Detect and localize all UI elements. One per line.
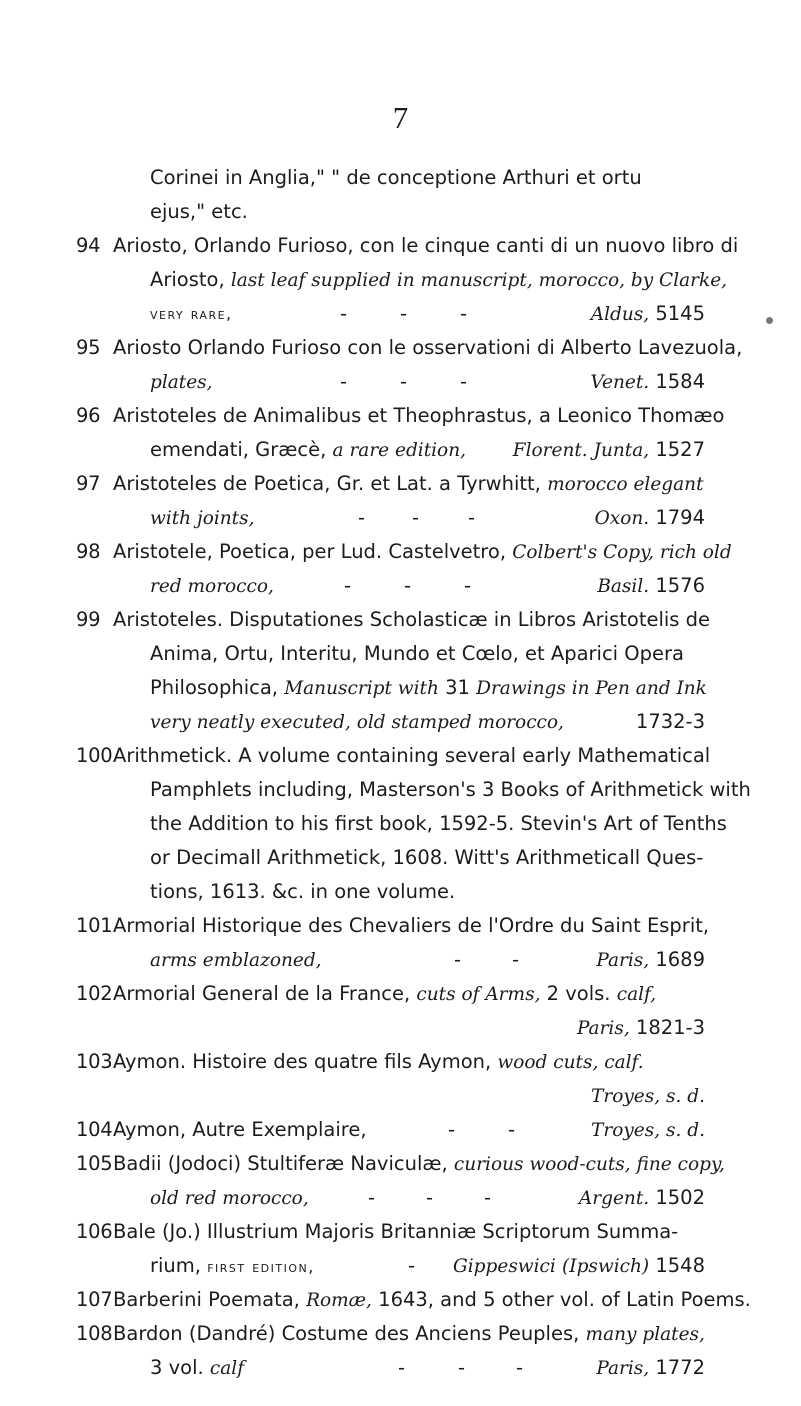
lot-number: 103 [76, 1050, 113, 1073]
lot-number: 94 [76, 234, 101, 257]
list-item: 95 Ariosto Orlando Furioso con le osservationi di Alberto Lavezuola, [0, 331, 801, 365]
list-item-line: tions, 1613. &c. in one volume. [150, 880, 456, 903]
list-item: 105 Badii (Jodoci) Stultiferæ Naviculæ, curious wood-cuts, fine copy, [0, 1147, 801, 1181]
list-item: 98 Aristotele, Poetica, per Lud. Castelvetro, Colbert's Copy, rich old [0, 535, 801, 569]
list-item: 102 Armorial General de la France, cuts of Arms, 2 vols. calf, [0, 977, 801, 1011]
lot-number: 104 [76, 1118, 113, 1141]
list-item-line: 3 vol. calf - - - Paris, 1772 [0, 1351, 801, 1385]
leader-dash: - [404, 574, 412, 597]
list-item: 107 Barberini Poemata, Romæ, 1643, and 5 other vol. of Latin Poems. [0, 1283, 801, 1317]
list-item-line: red morocco, - - - Basil. 1576 [0, 569, 801, 603]
list-item: 94 Ariosto, Orlando Furioso, con le cinque canti di un nuovo libro di [0, 229, 801, 263]
leader-dash: - [340, 302, 348, 325]
list-item-line: Paris, 1821-3 [576, 1016, 705, 1039]
list-item: 97 Aristoteles de Poetica, Gr. et Lat. a Tyrwhitt, morocco elegant [0, 467, 801, 501]
list-item: 99 Aristoteles. Disputationes Scholasticæ in Libros Aristotelis de [0, 603, 801, 637]
leader-dash: - [358, 506, 366, 529]
continuation-line: Corinei in Anglia," " de conceptione Arthuri et ortu [150, 166, 642, 189]
list-item-line: Pamphlets including, Masterson's 3 Books of Arithmetick with [150, 778, 751, 801]
leader-dash: - [340, 370, 348, 393]
lot-number: 102 [76, 982, 113, 1005]
leader-dash: - [464, 574, 472, 597]
leader-dash: - [448, 1118, 456, 1141]
list-item-line: Anima, Ortu, Interitu, Mundo et Cœlo, et Aparici Opera [150, 642, 684, 665]
leader-dash: - [468, 506, 476, 529]
list-item-line: Ariosto, last leaf supplied in manuscript, morocco, by Clarke, [150, 268, 728, 291]
list-item: 106 Bale (Jo.) Illustrium Majoris Britanniæ Scriptorum Summa- [0, 1215, 801, 1249]
leader-dash: - [368, 1186, 376, 1209]
leader-dash: - [398, 1356, 406, 1379]
list-item-line: Troyes, s. d. [591, 1086, 705, 1107]
list-item-line: very rare, - - - Aldus, 5145 [0, 297, 801, 331]
lot-number: 97 [76, 472, 101, 495]
leader-dash: - [512, 948, 520, 971]
lot-number: 105 [76, 1152, 113, 1175]
leader-dash: - [400, 302, 408, 325]
lot-number: 99 [76, 608, 101, 631]
list-item-line: or Decimall Arithmetick, 1608. Witt's Arithmeticall Ques- [150, 846, 704, 869]
page-number: 7 [392, 100, 409, 135]
lot-number: 100 [76, 744, 113, 767]
list-item: 96 Aristoteles de Animalibus et Theophrastus, a Leonico Thomæo [0, 399, 801, 433]
leader-dash: - [426, 1186, 434, 1209]
leader-dash: - [454, 948, 462, 971]
list-item-line: rium, first edition, - Gippeswici (Ipswich) 1548 [0, 1249, 801, 1283]
list-item-line: Philosophica, Manuscript with 31 Drawings in Pen and Ink [150, 676, 707, 699]
leader-dash: - [484, 1186, 492, 1209]
lot-number: 96 [76, 404, 101, 427]
list-item: 104 Aymon, Autre Exemplaire, - - Troyes, s. d. [0, 1113, 801, 1147]
leader-dash: - [516, 1356, 524, 1379]
leader-dash: - [344, 574, 352, 597]
leader-dash: - [508, 1118, 516, 1141]
lot-number: 95 [76, 336, 101, 359]
list-item: 101 Armorial Historique des Chevaliers de l'Ordre du Saint Esprit, [0, 909, 801, 943]
leader-dash: - [400, 370, 408, 393]
leader-dash: - [460, 302, 468, 325]
list-item-line: very neatly executed, old stamped morocco, 1732-3 [150, 710, 705, 733]
lot-number: 107 [76, 1288, 113, 1311]
list-item-line: plates, - - - Venet. 1584 [0, 365, 801, 399]
list-item-line: emendati, Græcè, a rare edition, Florent. Junta, 1527 [150, 438, 705, 461]
leader-dash: - [412, 506, 420, 529]
leader-dash: - [460, 370, 468, 393]
list-item: 103 Aymon. Histoire des quatre fils Aymon, wood cuts, calf. [0, 1045, 801, 1079]
list-item-line: the Addition to his first book, 1592-5. Stevin's Art of Tenths [150, 812, 727, 835]
lot-number: 108 [76, 1322, 113, 1345]
lot-number: 106 [76, 1220, 113, 1243]
list-item: 108 Bardon (Dandré) Costume des Anciens Peuples, many plates, [0, 1317, 801, 1351]
leader-dash: - [408, 1254, 416, 1277]
paper-speck [766, 317, 773, 324]
continuation-line: ejus," etc. [150, 200, 248, 223]
list-item-line: arms emblazoned, - - Paris, 1689 [0, 943, 801, 977]
list-item-line: with joints, - - - Oxon. 1794 [0, 501, 801, 535]
leader-dash: - [458, 1356, 466, 1379]
list-item: 100 Arithmetick. A volume containing several early Mathematical [0, 739, 801, 773]
lot-number: 98 [76, 540, 101, 563]
lot-number: 101 [76, 914, 113, 937]
list-item-line: old red morocco, - - - Argent. 1502 [0, 1181, 801, 1215]
